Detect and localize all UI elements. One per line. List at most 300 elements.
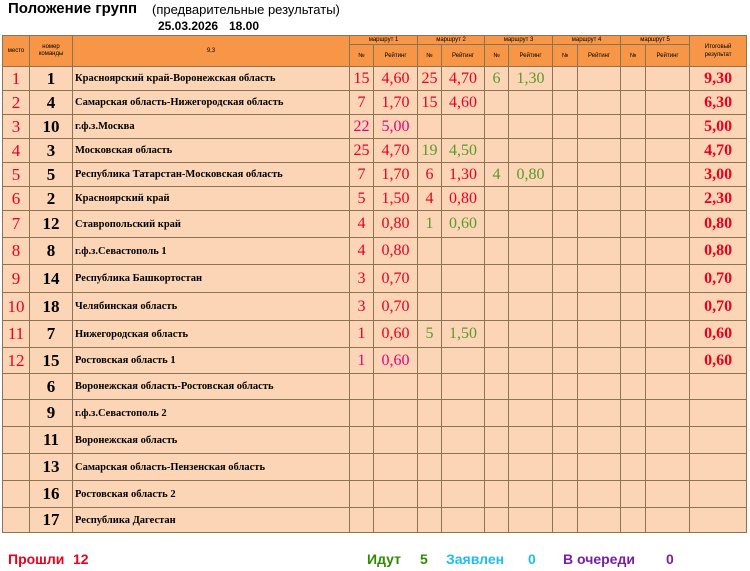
team-number-cell: 18: [30, 293, 73, 321]
route-1-number-cell: 7: [350, 91, 374, 115]
col-header-team: [30, 36, 73, 67]
place-cell: 9: [3, 265, 30, 293]
total-result-cell: 2,30: [690, 187, 747, 211]
route-1-number-cell: [350, 400, 374, 427]
route-2-rating-cell: [442, 427, 485, 454]
page-title: Положение групп: [8, 0, 138, 17]
route-5-number-cell: [621, 211, 646, 238]
route-4-number-cell: [553, 321, 578, 348]
route-2-number-cell: [418, 400, 442, 427]
route-3-rating-cell: [509, 321, 553, 348]
col-header-num: №: [418, 45, 442, 67]
route-1-number-cell: 1: [350, 348, 374, 374]
team-number-cell: 12: [30, 211, 73, 238]
team-number-cell: 13: [30, 454, 73, 481]
route-3-rating-cell: [509, 115, 553, 139]
route-4-rating-cell: [578, 454, 621, 481]
route-5-rating-cell: [646, 321, 690, 348]
route-4-rating-cell: [578, 293, 621, 321]
route-4-rating-cell: [578, 187, 621, 211]
passed-value: 12: [73, 551, 89, 567]
route-3-rating-cell: [509, 348, 553, 374]
table-row: [3, 115, 747, 139]
place-cell: 5: [3, 163, 30, 187]
col-header-name: 9,3: [73, 36, 350, 67]
total-result-cell: 6,30: [690, 91, 747, 115]
team-name-cell: Ростовская область 2: [73, 481, 350, 508]
route-1-rating-cell: 0,70: [374, 265, 418, 293]
route-5-number-cell: [621, 481, 646, 508]
team-name-cell: Республика Татарстан-Московская область: [73, 163, 350, 187]
place-cell: 3: [3, 115, 30, 139]
route-4-rating-cell: [578, 508, 621, 533]
route-3-rating-cell: [509, 481, 553, 508]
route-5-rating-cell: [646, 293, 690, 321]
route-3-number-cell: [485, 374, 509, 400]
route-4-rating-cell: [578, 348, 621, 374]
team-number-cell: 16: [30, 481, 73, 508]
col-header-route-1: маршрут 1: [350, 36, 418, 45]
total-result-cell: 0,80: [690, 211, 747, 238]
route-2-rating-cell: [442, 265, 485, 293]
route-1-number-cell: 3: [350, 265, 374, 293]
route-3-number-cell: [485, 508, 509, 533]
route-2-rating-cell: [442, 293, 485, 321]
route-3-rating-cell: [509, 508, 553, 533]
route-3-number-cell: [485, 348, 509, 374]
route-4-rating-cell: [578, 427, 621, 454]
place-cell: [3, 508, 30, 533]
route-5-rating-cell: [646, 348, 690, 374]
col-header-rating: Рейтинг: [442, 45, 485, 67]
team-name-cell: Республика Башкортостан: [73, 265, 350, 293]
col-header-route-2: маршрут 2: [418, 36, 485, 45]
team-number-cell: 7: [30, 321, 73, 348]
table-row: [3, 427, 747, 454]
route-2-rating-cell: 4,60: [442, 91, 485, 115]
total-result-cell: [690, 400, 747, 427]
col-header-total-line1: Итоговый: [704, 44, 732, 50]
route-3-number-cell: [485, 481, 509, 508]
route-4-number-cell: [553, 211, 578, 238]
route-5-number-cell: [621, 115, 646, 139]
table-row: [3, 348, 747, 374]
team-name-cell: Республика Дагестан: [73, 508, 350, 533]
team-name-cell: Московская область: [73, 139, 350, 163]
route-5-number-cell: [621, 427, 646, 454]
route-5-number-cell: [621, 348, 646, 374]
col-header-num: №: [350, 45, 374, 67]
team-name-cell: Челябинская область: [73, 293, 350, 321]
route-1-rating-cell: 0,80: [374, 238, 418, 265]
team-name-cell: Красноярский край: [73, 187, 350, 211]
route-3-number-cell: [485, 454, 509, 481]
table-row: [3, 374, 747, 400]
route-5-number-cell: [621, 454, 646, 481]
route-3-number-cell: [485, 139, 509, 163]
place-cell: 1: [3, 67, 30, 91]
team-name-cell: Самарская область-Нижегородская область: [73, 91, 350, 115]
route-1-number-cell: 25: [350, 139, 374, 163]
route-1-rating-cell: [374, 481, 418, 508]
route-4-rating-cell: [578, 481, 621, 508]
team-name-cell: Воронежская область: [73, 427, 350, 454]
total-result-cell: 0,70: [690, 293, 747, 321]
route-4-number-cell: [553, 400, 578, 427]
route-1-rating-cell: 5,00: [374, 115, 418, 139]
passed-label: Прошли: [8, 551, 65, 567]
col-header-rating: Рейтинг: [578, 45, 621, 67]
total-result-cell: [690, 481, 747, 508]
table-row: [3, 163, 747, 187]
route-4-number-cell: [553, 265, 578, 293]
route-3-number-cell: [485, 238, 509, 265]
total-result-cell: [690, 427, 747, 454]
route-3-number-cell: [485, 400, 509, 427]
queue-value: 0: [666, 551, 674, 567]
col-header-place: место: [3, 36, 30, 67]
col-header-num: №: [621, 45, 646, 67]
team-name-cell: г.ф.з.Севастополь 1: [73, 238, 350, 265]
route-2-number-cell: [418, 427, 442, 454]
route-4-rating-cell: [578, 163, 621, 187]
route-4-number-cell: [553, 374, 578, 400]
route-2-number-cell: 15: [418, 91, 442, 115]
route-4-number-cell: [553, 454, 578, 481]
route-5-rating-cell: [646, 481, 690, 508]
route-5-rating-cell: [646, 187, 690, 211]
route-5-number-cell: [621, 238, 646, 265]
total-result-cell: 0,60: [690, 348, 747, 374]
route-2-rating-cell: [442, 454, 485, 481]
route-4-number-cell: [553, 115, 578, 139]
route-2-number-cell: [418, 508, 442, 533]
route-5-number-cell: [621, 293, 646, 321]
going-value: 5: [420, 551, 428, 567]
team-number-cell: 6: [30, 374, 73, 400]
route-5-rating-cell: [646, 400, 690, 427]
route-2-number-cell: [418, 374, 442, 400]
team-number-cell: 5: [30, 163, 73, 187]
route-5-number-cell: [621, 139, 646, 163]
route-3-number-cell: [485, 427, 509, 454]
route-1-number-cell: [350, 508, 374, 533]
route-3-rating-cell: [509, 91, 553, 115]
route-3-rating-cell: [509, 374, 553, 400]
route-2-rating-cell: 1,30: [442, 163, 485, 187]
col-header-team-line2: команды: [38, 51, 64, 57]
team-number-cell: 17: [30, 508, 73, 533]
total-result-cell: 5,00: [690, 115, 747, 139]
place-cell: 7: [3, 211, 30, 238]
route-2-rating-cell: 1,50: [442, 321, 485, 348]
place-cell: [3, 427, 30, 454]
route-5-rating-cell: [646, 163, 690, 187]
route-3-number-cell: [485, 211, 509, 238]
route-5-rating-cell: [646, 211, 690, 238]
route-1-number-cell: 3: [350, 293, 374, 321]
route-2-number-cell: 5: [418, 321, 442, 348]
route-5-rating-cell: [646, 238, 690, 265]
route-3-number-cell: [485, 91, 509, 115]
route-2-rating-cell: 4,50: [442, 139, 485, 163]
team-name-cell: Красноярский край-Воронежская область: [73, 67, 350, 91]
route-1-number-cell: [350, 374, 374, 400]
route-2-rating-cell: [442, 400, 485, 427]
route-3-number-cell: [485, 293, 509, 321]
route-1-rating-cell: 1,50: [374, 187, 418, 211]
total-result-cell: 0,60: [690, 321, 747, 348]
route-5-number-cell: [621, 508, 646, 533]
team-number-cell: 3: [30, 139, 73, 163]
col-header-route-3: маршрут 3: [485, 36, 553, 45]
table-row: [3, 187, 747, 211]
team-number-cell: 8: [30, 238, 73, 265]
route-1-rating-cell: 0,60: [374, 348, 418, 374]
place-cell: 2: [3, 91, 30, 115]
route-3-rating-cell: [509, 400, 553, 427]
declared-value: 0: [528, 551, 536, 567]
team-number-cell: 14: [30, 265, 73, 293]
route-4-rating-cell: [578, 91, 621, 115]
route-2-number-cell: 4: [418, 187, 442, 211]
time-label: 18.00: [229, 19, 260, 33]
route-2-rating-cell: [442, 348, 485, 374]
route-1-number-cell: 4: [350, 238, 374, 265]
route-5-number-cell: [621, 374, 646, 400]
route-4-rating-cell: [578, 115, 621, 139]
route-1-number-cell: 7: [350, 163, 374, 187]
table-row: [3, 508, 747, 533]
route-3-rating-cell: [509, 454, 553, 481]
route-4-rating-cell: [578, 321, 621, 348]
table-row: [3, 265, 747, 293]
route-1-rating-cell: [374, 508, 418, 533]
route-1-rating-cell: 0,70: [374, 293, 418, 321]
route-2-number-cell: 19: [418, 139, 442, 163]
place-cell: 11: [3, 321, 30, 348]
route-3-rating-cell: [509, 211, 553, 238]
going-label: Идут: [367, 551, 401, 567]
route-5-number-cell: [621, 321, 646, 348]
route-5-rating-cell: [646, 115, 690, 139]
route-2-number-cell: [418, 454, 442, 481]
route-2-number-cell: 1: [418, 211, 442, 238]
route-1-number-cell: [350, 427, 374, 454]
table-row: [3, 454, 747, 481]
route-1-rating-cell: [374, 454, 418, 481]
route-1-rating-cell: 1,70: [374, 91, 418, 115]
route-4-rating-cell: [578, 265, 621, 293]
route-5-rating-cell: [646, 265, 690, 293]
team-number-cell: 15: [30, 348, 73, 374]
col-header-route-4: маршрут 4: [553, 36, 621, 45]
route-1-number-cell: 22: [350, 115, 374, 139]
team-name-cell: Ставропольский край: [73, 211, 350, 238]
route-2-rating-cell: [442, 238, 485, 265]
table-row: [3, 293, 747, 321]
route-2-rating-cell: [442, 115, 485, 139]
route-2-number-cell: [418, 348, 442, 374]
col-header-route-5: маршрут 5: [621, 36, 690, 45]
route-2-number-cell: [418, 293, 442, 321]
route-4-rating-cell: [578, 139, 621, 163]
route-4-number-cell: [553, 293, 578, 321]
route-2-number-cell: [418, 238, 442, 265]
route-1-number-cell: [350, 481, 374, 508]
col-header-total-line2: результат: [704, 52, 732, 58]
route-5-rating-cell: [646, 454, 690, 481]
route-2-number-cell: 6: [418, 163, 442, 187]
route-4-number-cell: [553, 348, 578, 374]
route-4-rating-cell: [578, 400, 621, 427]
col-header-rating: Рейтинг: [509, 45, 553, 67]
route-2-rating-cell: 0,60: [442, 211, 485, 238]
route-2-rating-cell: 4,70: [442, 67, 485, 91]
route-3-rating-cell: [509, 238, 553, 265]
route-2-number-cell: [418, 481, 442, 508]
route-1-number-cell: 1: [350, 321, 374, 348]
col-header-rating: Рейтинг: [646, 45, 690, 67]
place-cell: 10: [3, 293, 30, 321]
place-cell: 8: [3, 238, 30, 265]
route-3-rating-cell: [509, 293, 553, 321]
table-row: [3, 400, 747, 427]
route-5-rating-cell: [646, 91, 690, 115]
team-number-cell: 1: [30, 67, 73, 91]
route-5-number-cell: [621, 163, 646, 187]
route-5-number-cell: [621, 91, 646, 115]
route-1-number-cell: 15: [350, 67, 374, 91]
col-header-team-line1: номер: [42, 44, 60, 50]
route-4-rating-cell: [578, 211, 621, 238]
route-3-number-cell: [485, 115, 509, 139]
route-5-number-cell: [621, 400, 646, 427]
team-number-cell: 2: [30, 187, 73, 211]
route-4-number-cell: [553, 91, 578, 115]
table-row: [3, 321, 747, 348]
team-number-cell: 9: [30, 400, 73, 427]
route-3-number-cell: 6: [485, 67, 509, 91]
route-1-rating-cell: 1,70: [374, 163, 418, 187]
place-cell: 4: [3, 139, 30, 163]
queue-label: В очереди: [563, 551, 635, 567]
route-2-rating-cell: 0,80: [442, 187, 485, 211]
place-cell: 6: [3, 187, 30, 211]
declared-label: Заявлен: [446, 551, 505, 567]
route-5-number-cell: [621, 265, 646, 293]
route-4-rating-cell: [578, 374, 621, 400]
route-5-number-cell: [621, 187, 646, 211]
place-cell: [3, 374, 30, 400]
route-1-number-cell: [350, 454, 374, 481]
route-3-rating-cell: [509, 427, 553, 454]
col-header-num: №: [485, 45, 509, 67]
route-4-number-cell: [553, 481, 578, 508]
route-2-number-cell: [418, 115, 442, 139]
col-header-rating: Рейтинг: [374, 45, 418, 67]
team-name-cell: Самарская область-Пензенская область: [73, 454, 350, 481]
route-3-number-cell: [485, 187, 509, 211]
team-name-cell: г.ф.з.Севастополь 2: [73, 400, 350, 427]
table-row: [3, 67, 747, 91]
col-header-num: №: [553, 45, 578, 67]
route-5-number-cell: [621, 67, 646, 91]
route-4-number-cell: [553, 163, 578, 187]
route-2-rating-cell: [442, 508, 485, 533]
route-3-rating-cell: [509, 187, 553, 211]
route-5-rating-cell: [646, 139, 690, 163]
route-3-number-cell: [485, 321, 509, 348]
route-4-number-cell: [553, 67, 578, 91]
route-2-rating-cell: [442, 374, 485, 400]
total-result-cell: 4,70: [690, 139, 747, 163]
route-3-rating-cell: 1,30: [509, 67, 553, 91]
place-cell: [3, 481, 30, 508]
route-1-rating-cell: 0,80: [374, 211, 418, 238]
route-4-number-cell: [553, 508, 578, 533]
route-3-rating-cell: 0,80: [509, 163, 553, 187]
route-3-number-cell: [485, 265, 509, 293]
place-cell: [3, 400, 30, 427]
table-row: [3, 238, 747, 265]
total-result-cell: [690, 454, 747, 481]
route-1-rating-cell: 4,70: [374, 139, 418, 163]
route-1-rating-cell: [374, 374, 418, 400]
total-result-cell: 0,70: [690, 265, 747, 293]
total-result-cell: 3,00: [690, 163, 747, 187]
route-1-rating-cell: [374, 400, 418, 427]
total-result-cell: 9,30: [690, 67, 747, 91]
team-name-cell: Нижегородская область: [73, 321, 350, 348]
route-3-rating-cell: [509, 265, 553, 293]
route-1-number-cell: 5: [350, 187, 374, 211]
team-name-cell: г.ф.з.Москва: [73, 115, 350, 139]
total-result-cell: [690, 508, 747, 533]
route-2-number-cell: [418, 265, 442, 293]
route-1-rating-cell: 0,60: [374, 321, 418, 348]
route-4-number-cell: [553, 427, 578, 454]
route-4-number-cell: [553, 187, 578, 211]
route-3-number-cell: 4: [485, 163, 509, 187]
table-row: [3, 91, 747, 115]
route-5-rating-cell: [646, 67, 690, 91]
team-name-cell: Ростовская область 1: [73, 348, 350, 374]
route-5-rating-cell: [646, 374, 690, 400]
col-header-total: [690, 36, 747, 67]
route-1-rating-cell: 4,60: [374, 67, 418, 91]
place-cell: [3, 454, 30, 481]
date-label: 25.03.2026: [158, 19, 219, 33]
table-row: [3, 211, 747, 238]
route-4-number-cell: [553, 238, 578, 265]
route-4-number-cell: [553, 139, 578, 163]
place-cell: 12: [3, 348, 30, 374]
route-5-rating-cell: [646, 427, 690, 454]
table-row: [3, 139, 747, 163]
team-number-cell: 10: [30, 115, 73, 139]
route-2-rating-cell: [442, 481, 485, 508]
page-subtitle: (предварительные результаты): [152, 2, 340, 17]
route-5-rating-cell: [646, 508, 690, 533]
route-4-rating-cell: [578, 67, 621, 91]
table-row: [3, 481, 747, 508]
route-3-rating-cell: [509, 139, 553, 163]
route-4-rating-cell: [578, 238, 621, 265]
route-2-number-cell: 25: [418, 67, 442, 91]
route-1-number-cell: 4: [350, 211, 374, 238]
team-number-cell: 11: [30, 427, 73, 454]
